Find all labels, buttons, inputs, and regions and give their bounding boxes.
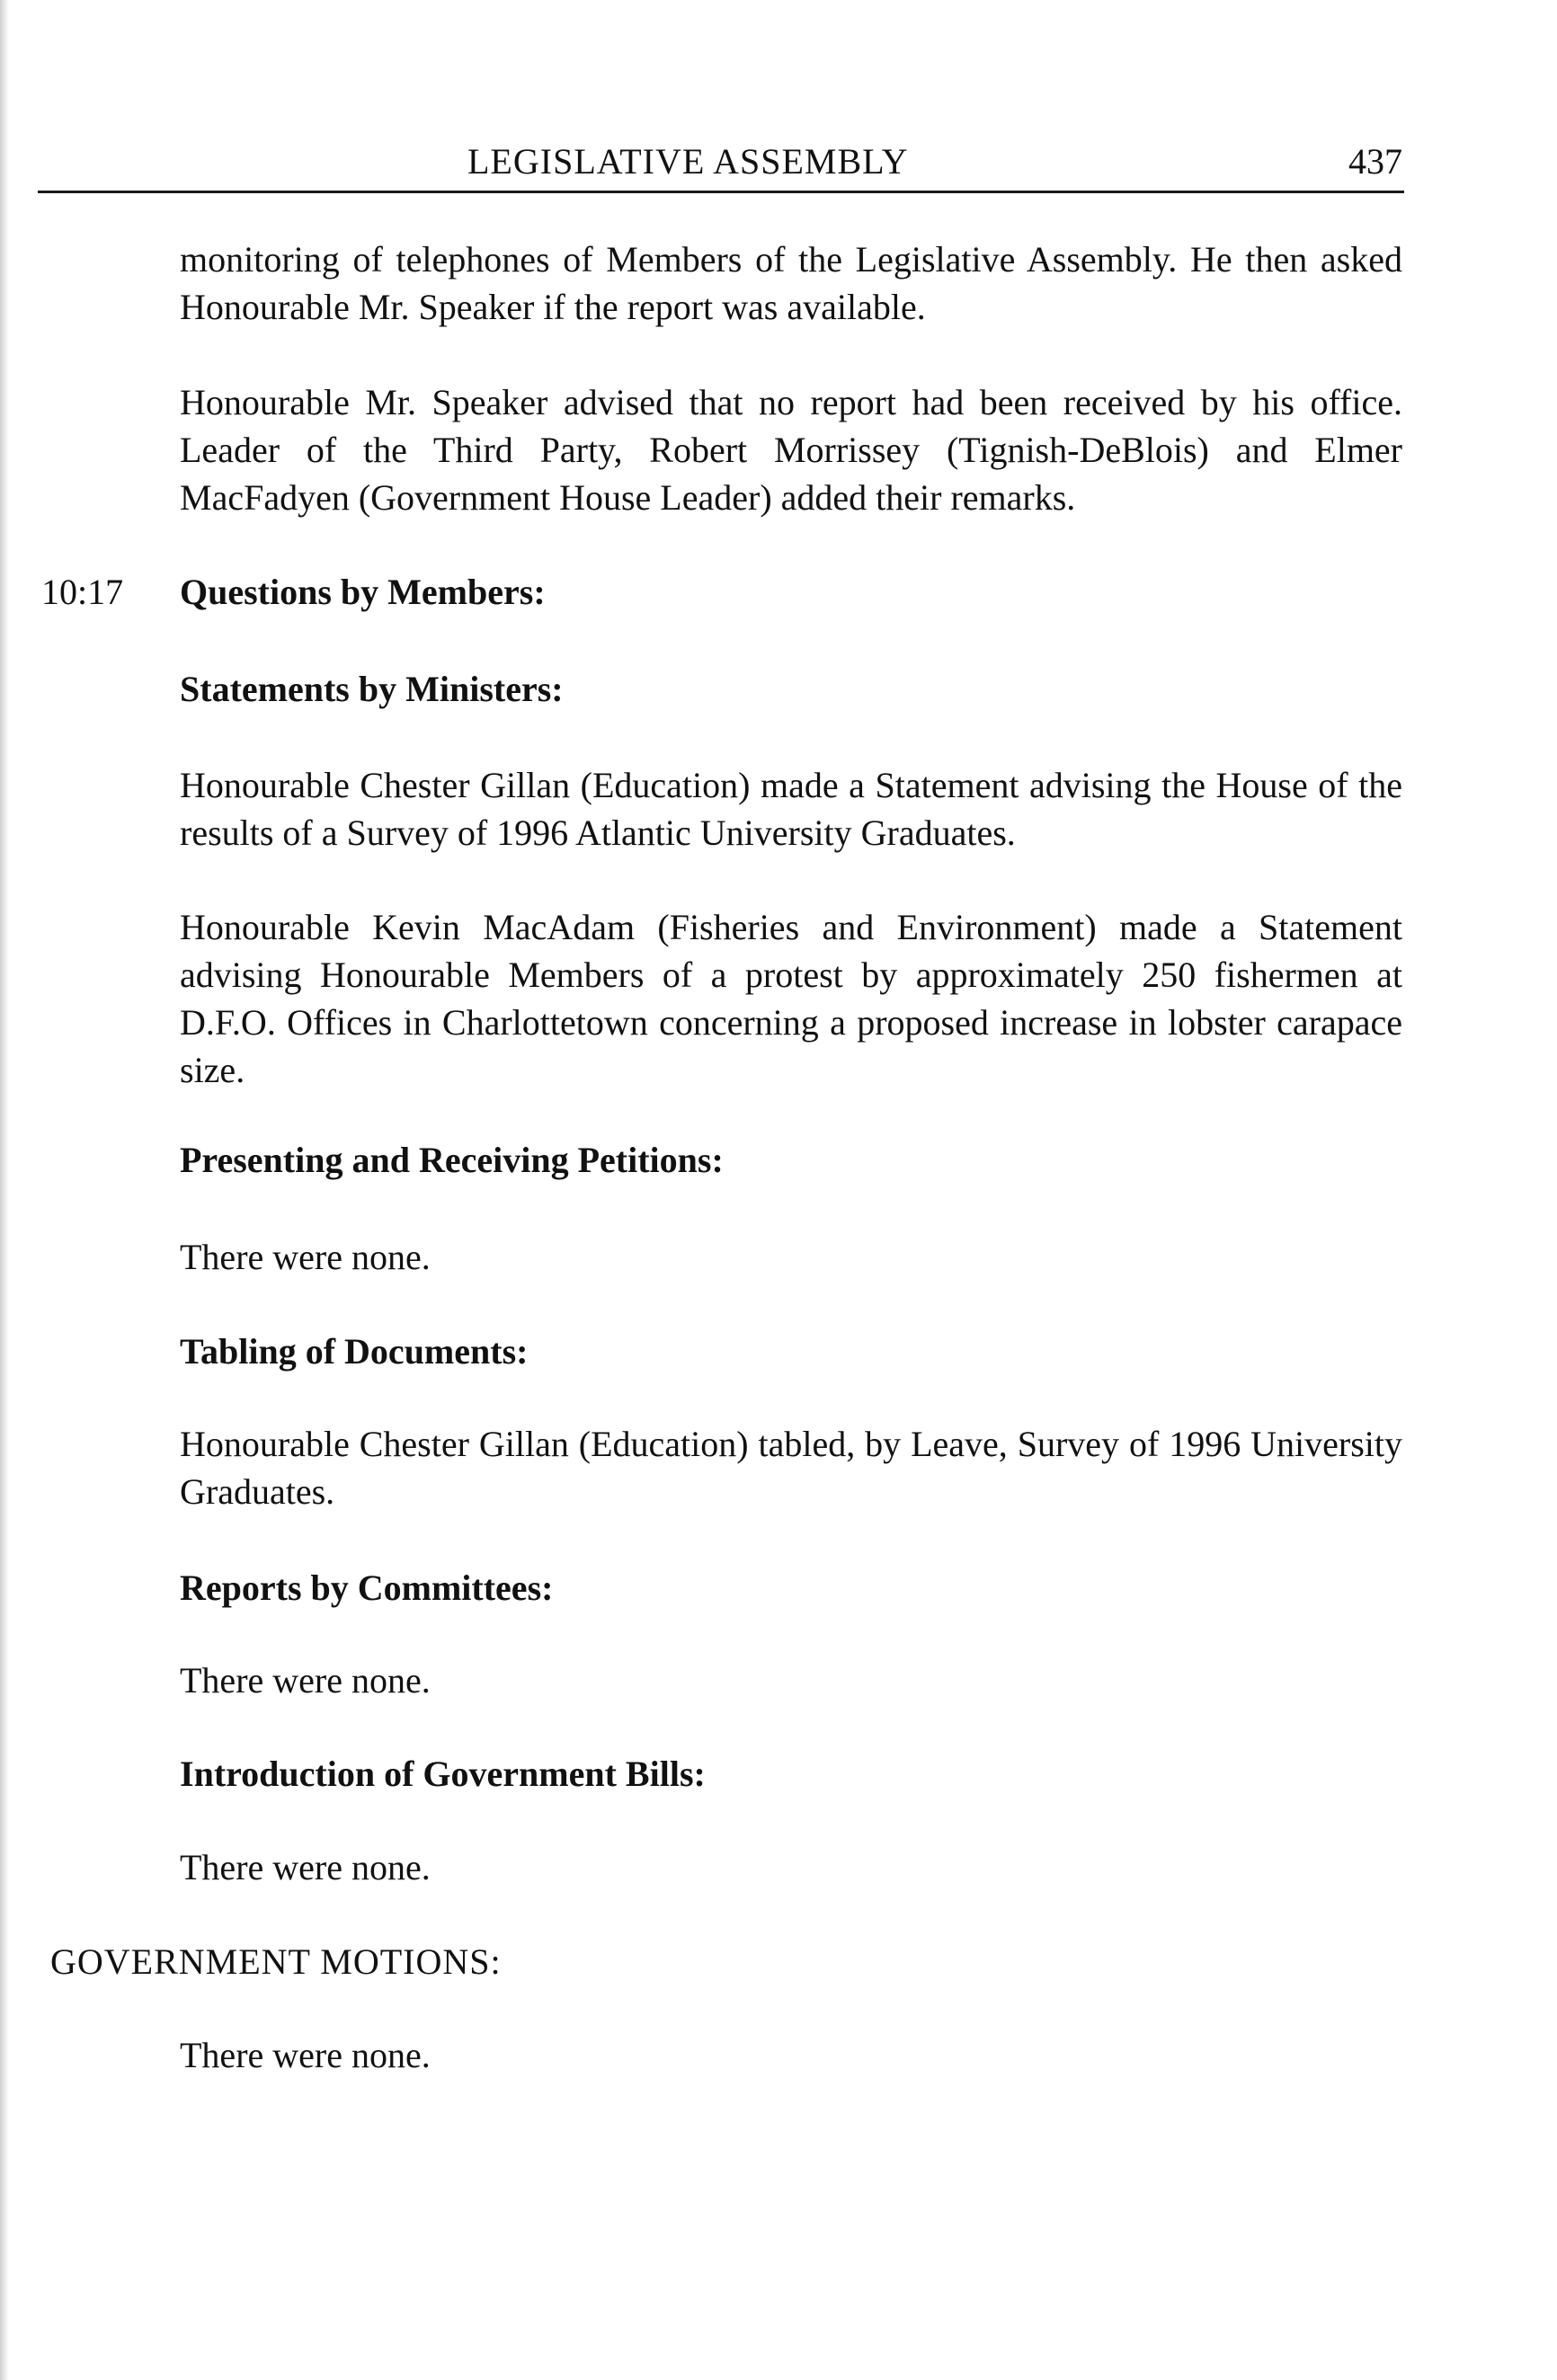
paragraph-government-bills-none: There were none. [180,1847,431,1887]
paragraph-government-motions-none: There were none. [180,2035,431,2075]
timestamp: 10:17 [41,572,124,612]
heading-government-bills: Introduction of Government Bills: [180,1754,706,1794]
paragraph-petitions-none: There were none. [180,1237,431,1277]
running-head-title: LEGISLATIVE ASSEMBLY [467,141,909,182]
heading-reports-by-committees: Reports by Committees: [180,1567,554,1608]
running-head [54,135,1402,189]
paragraph-speaker-response: Honourable Mr. Speaker advised that no report had been received by his office. Leader of the Third Party, Robert Morrissey (Tignish-DeBlois) and Elmer MacFadyen (Government House Leader) added their remarks. [180,382,1402,518]
paragraph-tabling-gillan: Honourable Chester Gillan (Education) tabled, by Leave, Survey of 1996 University Graduates. [180,1424,1402,1512]
heading-questions-by-members: Questions by Members: [180,572,546,612]
paragraph-statement-macadam: Honourable Kevin MacAdam (Fisheries and Environment) made a Statement advising Honourable Members of a protest by approximately 250 fishermen at D.F.O. Offices in Charlottetown concerning a proposed increase in lobster carapace size. [180,907,1402,1090]
paragraph-monitoring: monitoring of telephones of Members of the Legislative Assembly. He then asked Honourable Mr. Speaker if the report was available. [180,239,1402,327]
heading-petitions: Presenting and Receiving Petitions: [180,1140,724,1180]
paragraph-committees-none: There were none. [180,1660,431,1701]
page-number: 437 [1348,141,1402,182]
paragraph-statement-gillan: Honourable Chester Gillan (Education) made a Statement advising the House of the results of a Survey of 1996 Atlantic University Graduates. [180,765,1402,853]
header-rule [38,191,1404,193]
heading-tabling-of-documents: Tabling of Documents: [180,1331,529,1372]
heading-government-motions: GOVERNMENT MOTIONS: [50,1941,502,1982]
heading-statements-by-ministers: Statements by Ministers: [180,669,564,709]
scan-edge-shadow [0,0,9,2380]
